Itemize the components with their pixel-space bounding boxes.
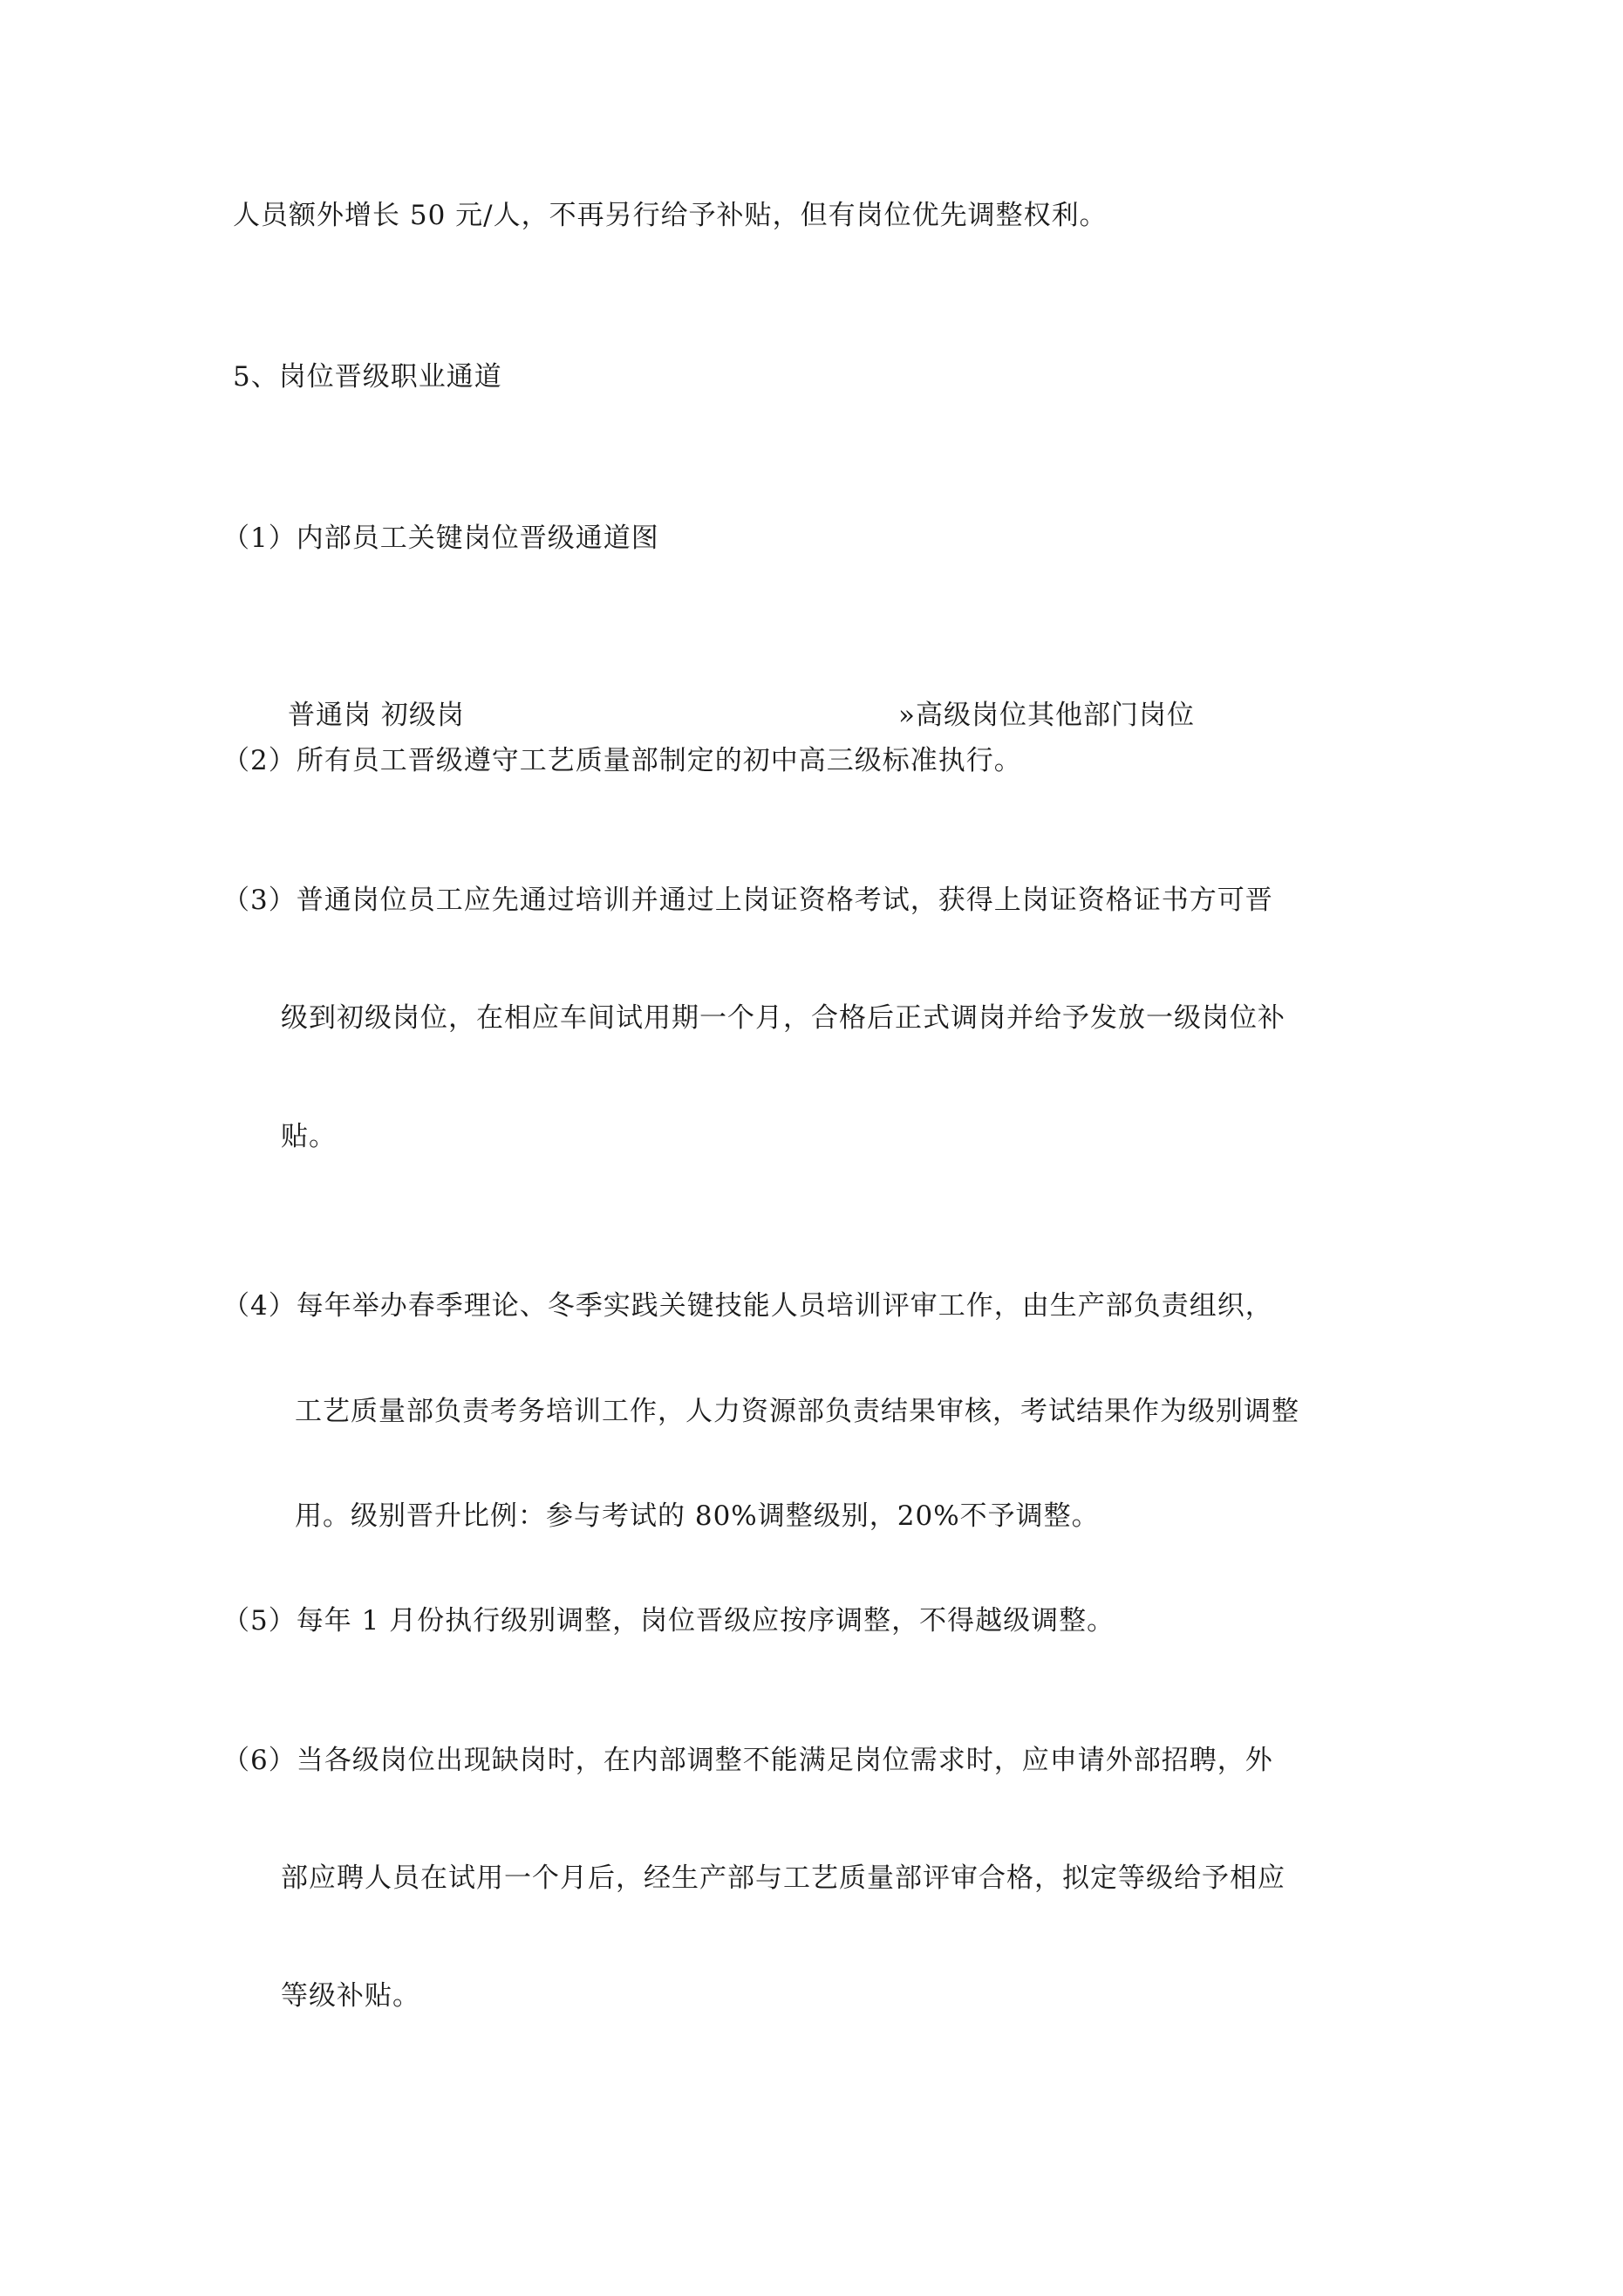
item-3-line-2: 级到初级岗位，在相应车间试用期一个月，合格后正式调岗并给予发放一级岗位补: [281, 1002, 1285, 1034]
item-6-line-2: 部应聘人员在试用一个月后，经生产部与工艺质量部评审合格，拟定等级给予相应: [281, 1862, 1285, 1894]
item-3-line-3: 贴。: [281, 1121, 337, 1152]
intro-line: 人员额外增长 50 元/人，不再另行给予补贴，但有岗位优先调整权利。: [233, 200, 1108, 231]
item-2: （2）所有员工晋级遵守工艺质量部制定的初中高三级标准执行。: [222, 745, 1022, 776]
diagram-right-labels: »高级岗位其他部门岗位: [898, 700, 1195, 731]
item-4-line-1: （4）每年举办春季理论、冬季实践关键技能人员培训评审工作，由生产部负责组织，: [222, 1290, 1273, 1322]
item-4-line-2: 工艺质量部负责考务培训工作，人力资源部负责结果审核，考试结果作为级别调整: [295, 1396, 1299, 1427]
diagram-left-labels: 普通岗 初级岗: [288, 700, 465, 731]
item-5: （5）每年 1 月份执行级别调整，岗位晋级应按序调整，不得越级调整。: [222, 1605, 1115, 1637]
item-6-line-3: 等级补贴。: [281, 1980, 420, 2012]
item-6-line-1: （6）当各级岗位出现缺岗时，在内部调整不能满足岗位需求时，应申请外部招聘，外: [222, 1745, 1273, 1776]
section-heading: 5、岗位晋级职业通道: [233, 361, 502, 393]
item-1: （1）内部员工关键岗位晋级通道图: [222, 523, 659, 554]
item-3-line-1: （3）普通岗位员工应先通过培训并通过上岗证资格考试，获得上岗证资格证书方可晋: [222, 885, 1273, 916]
item-4-line-3: 用。级别晋升比例：参与考试的 80%调整级别，20%不予调整。: [295, 1500, 1100, 1532]
